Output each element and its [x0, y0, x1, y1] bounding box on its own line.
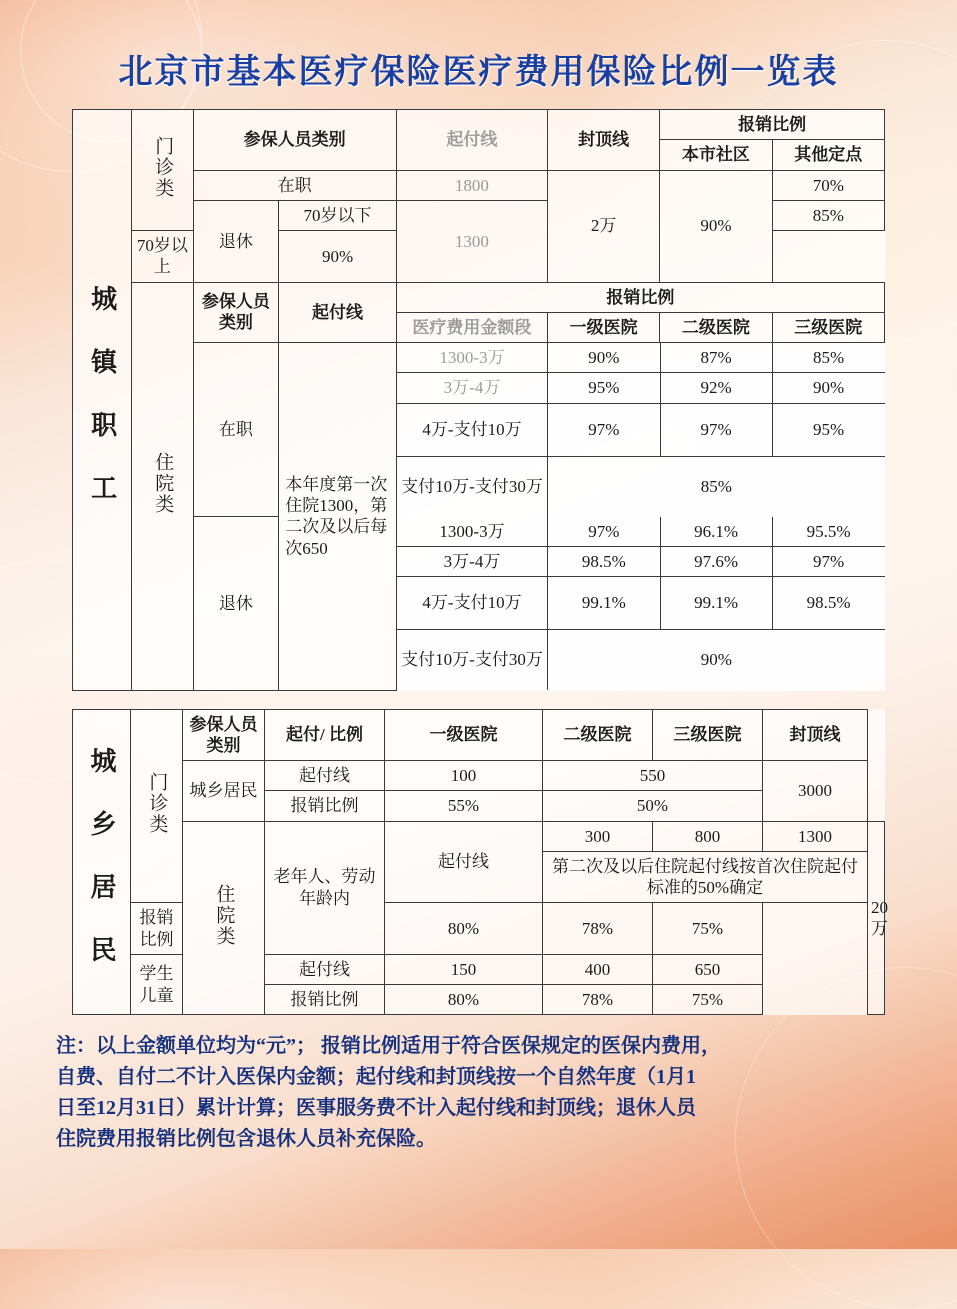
- cell-ratio-label: 报销比例: [265, 791, 385, 821]
- header-deductible: 起付线: [396, 110, 547, 171]
- cell-merged-ratio: 90%: [548, 630, 885, 691]
- table-row: [73, 821, 885, 851]
- cell-l1: 98.5%: [548, 546, 660, 576]
- cell-range: 4万-支付10万: [397, 403, 548, 456]
- cell-elderly-label: 老年人、劳动年龄内: [265, 821, 385, 954]
- cell-ratio-rest: 50%: [543, 791, 763, 821]
- cell-range: 1300-3万: [397, 343, 548, 373]
- header-reimburse-ratio: 报销比例: [660, 110, 885, 140]
- urban-rural-resident-table: [72, 709, 888, 1016]
- cell-l2: 96.1%: [660, 517, 772, 547]
- cell-other-ratio: 70%: [772, 170, 884, 200]
- cell-cap-inpatient: 20万: [868, 821, 885, 1015]
- cell-deductible-note: 本年度第一次住院1300，第二次及以后每次650: [279, 343, 396, 691]
- cell-deductible-retired: 1300: [396, 200, 547, 282]
- cell-student-label: 学生儿童: [131, 954, 183, 1015]
- cell-retired-label: 退休: [193, 517, 279, 691]
- cell-onjob: 在职: [193, 170, 396, 200]
- cell-range: 4万-支付10万: [397, 577, 548, 630]
- cell-ratio-label: 报销比例: [265, 985, 385, 1015]
- cell-onjob-label: 在职: [193, 343, 279, 517]
- cell-l3: 98.5%: [772, 577, 884, 630]
- table-row: [73, 709, 885, 761]
- cell-d-l3: 650: [653, 954, 763, 984]
- cell-other-ratio: 90%: [279, 231, 396, 283]
- footnote-line-1: 注：以上金额单位均为“元”； 报销比例适用于符合医保规定的医保内费用，: [56, 1035, 721, 1058]
- urban-employee-table-wrapper: [72, 109, 885, 691]
- header-level2: 二级医院: [543, 709, 653, 761]
- urban-rural-resident-table-wrapper: [72, 709, 888, 1016]
- header-deductible-inpatient: 起付线: [279, 282, 396, 343]
- cell-l3: 95.5%: [772, 517, 884, 547]
- cell-l3: 95%: [772, 403, 884, 456]
- header-person-type: 参保人员类别: [183, 709, 265, 761]
- cell-deductible-l1: 100: [385, 761, 543, 791]
- header-level1: 一级医院: [547, 312, 659, 342]
- cell-d-l3: 1300: [763, 821, 868, 851]
- cell-l3: 97%: [772, 546, 884, 576]
- group-inpatient: 住院类: [183, 821, 265, 1015]
- group-outpatient: 门诊类: [132, 110, 193, 231]
- cell-l3: 90%: [772, 373, 884, 403]
- header-amount-range: 医疗费用金额段: [396, 312, 547, 342]
- cell-l2: 99.1%: [660, 577, 772, 630]
- header-cap: 封顶线: [547, 110, 659, 171]
- cell-l1: 97%: [548, 403, 660, 456]
- footnote-line-2: 自费、自付二不计入医保内金额；起付线和封顶线按一个自然年度（1月1: [56, 1066, 696, 1089]
- table-row: [397, 456, 885, 517]
- cell-range: 3万-4万: [397, 546, 548, 576]
- cell-l2: 97%: [660, 403, 772, 456]
- header-cap: 封顶线: [763, 709, 868, 761]
- cell-l2: 87%: [660, 343, 772, 373]
- header-local-community: 本市社区: [660, 140, 772, 170]
- cell-l1: 95%: [548, 373, 660, 403]
- cell-r-l2: 78%: [543, 903, 653, 955]
- cell-l1: 90%: [548, 343, 660, 373]
- table-row: [397, 517, 885, 547]
- cell-resident-label: 城乡居民: [183, 761, 265, 822]
- cell-l3: 85%: [772, 343, 884, 373]
- cell-d-l2: 800: [653, 821, 763, 851]
- header-level3: 三级医院: [772, 312, 884, 342]
- side-label-urban-rural: 城 乡 居 民: [73, 709, 131, 1015]
- cell-d-l1: 300: [543, 821, 653, 851]
- cell-retired: 退休: [193, 200, 279, 282]
- retired-ratio-subtable-cell: [396, 517, 884, 691]
- urban-employee-table: [72, 109, 885, 691]
- cell-range: 支付10万-支付30万: [397, 630, 548, 691]
- cell-range: 支付10万-支付30万: [397, 456, 548, 517]
- cell-deductible-label: 起付线: [385, 821, 543, 903]
- cell-over70: 70岁以上: [132, 231, 193, 283]
- cell-r-l3: 75%: [653, 985, 763, 1015]
- header-level3: 三级医院: [653, 709, 763, 761]
- header-person-type-inpatient: 参保人员类别: [193, 282, 279, 343]
- cell-deductible-rest: 550: [543, 761, 763, 791]
- cell-l1: 97%: [548, 517, 660, 547]
- cell-l1: 99.1%: [548, 577, 660, 630]
- table-row: [397, 546, 885, 576]
- group-inpatient: 住院类: [132, 282, 193, 690]
- cell-deductible-label: 起付线: [265, 954, 385, 984]
- cell-r-l1: 80%: [385, 985, 543, 1015]
- table-row: [73, 170, 885, 200]
- table-row: [397, 630, 885, 691]
- cell-merged-ratio: 85%: [548, 456, 885, 517]
- cell-d-l1: 150: [385, 954, 543, 984]
- cell-range: 3万-4万: [397, 373, 548, 403]
- footnote: [56, 1031, 901, 1155]
- cell-r-l2: 78%: [543, 985, 653, 1015]
- cell-ratio-label: 报销比例: [131, 903, 183, 955]
- cell-other-ratio: 85%: [772, 200, 884, 230]
- cell-cap: 2万: [547, 170, 659, 282]
- table-row: [73, 343, 885, 517]
- cell-l2: 92%: [660, 373, 772, 403]
- side-label-urban-employee: 城 镇 职 工: [73, 110, 132, 691]
- table-row: [73, 282, 885, 312]
- group-outpatient: 门诊类: [131, 709, 183, 903]
- header-deductible-ratio: 起付/ 比例: [265, 709, 385, 761]
- cell-r-l3: 75%: [653, 903, 763, 955]
- table-row: [397, 577, 885, 630]
- table-row: [73, 110, 885, 140]
- header-other-designated: 其他定点: [772, 140, 884, 170]
- cell-l2: 97.6%: [660, 546, 772, 576]
- cell-r-l1: 80%: [385, 903, 543, 955]
- cell-ratio-l1: 55%: [385, 791, 543, 821]
- table-row: [73, 517, 885, 691]
- cell-community-ratio: 90%: [660, 170, 772, 282]
- header-level1: 一级医院: [385, 709, 543, 761]
- cell-under70: 70岁以下: [279, 200, 396, 230]
- page-title: 北京市基本医疗保险医疗费用保险比例一览表: [118, 54, 839, 91]
- table-row: [397, 403, 885, 456]
- cell-deductible-label: 起付线: [265, 761, 385, 791]
- table-row: [73, 761, 885, 791]
- cell-d-l2: 400: [543, 954, 653, 984]
- footnote-line-3: 日至12月31日）累计计算；医事服务费不计入起付线和封顶线；退休人员: [56, 1097, 696, 1120]
- header-level2: 二级医院: [660, 312, 772, 342]
- onjob-ratio-subtable-cell: [396, 343, 884, 517]
- cell-range: 1300-3万: [397, 517, 548, 547]
- cell-cap-outpatient: 3000: [763, 761, 868, 822]
- table-row: [397, 373, 885, 403]
- footnote-line-4: 住院费用报销比例包含退休人员补充保险。: [56, 1128, 436, 1151]
- header-person-type: 参保人员类别: [193, 110, 396, 171]
- cell-second-admission-note: 第二次及以后住院起付线按首次住院起付标准的50%确定: [543, 851, 868, 903]
- header-reimburse-ratio-inpatient: 报销比例: [396, 282, 884, 312]
- table-row: [397, 343, 885, 373]
- cell-deductible-onjob: 1800: [396, 170, 547, 200]
